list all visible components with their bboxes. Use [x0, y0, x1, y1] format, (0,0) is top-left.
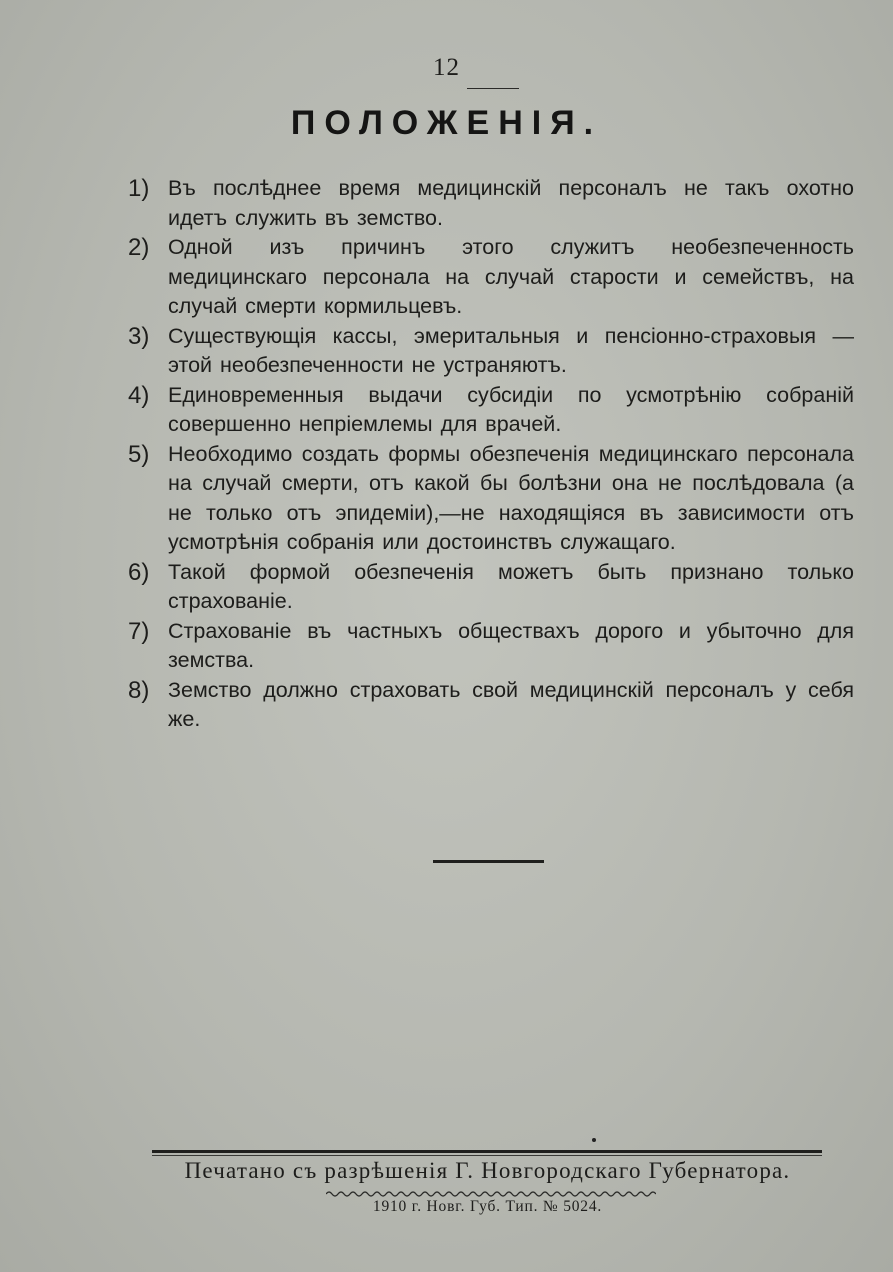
item-number: 7) — [128, 617, 150, 645]
item-number: 3) — [128, 322, 150, 350]
list-item — [124, 676, 854, 735]
list-item — [124, 617, 854, 676]
item-text: Необходимо создать формы обезпеченія медицинскаго персонала на случай смерти, отъ какой бы болѣзни она не послѣдовала (а не только отъ эпидеміи),—не находящіяся въ зависимости отъ усмотрѣнія собранія или достоинствъ служащаго. — [168, 441, 854, 554]
item-text: Такой формой обезпеченія можетъ быть признано только страхованіе. — [168, 559, 854, 613]
item-text: Земство должно страховать свой медицинскій персоналъ у себя же. — [168, 677, 854, 731]
item-number: 1) — [128, 175, 150, 202]
item-number: 4) — [128, 381, 150, 409]
item-number: 2) — [128, 234, 150, 261]
footer-rule-thin — [152, 1155, 822, 1156]
item-number: 6) — [128, 558, 150, 586]
page-number-rule — [467, 88, 519, 89]
list-item — [124, 233, 854, 322]
item-text: Въ послѣднее время медицинскій персоналъ не такъ охотно идетъ служить въ земство. — [168, 176, 854, 230]
list-item — [124, 381, 854, 440]
section-divider — [433, 860, 544, 863]
item-number: 8) — [128, 676, 150, 704]
item-text: Единовременныя выдачи субсидіи по усмотрѣнію собраній совершенно непріемлемы для врачей. — [168, 382, 854, 436]
page-title: ПОЛОЖЕНІЯ. — [290, 104, 603, 142]
list-item — [124, 558, 854, 617]
footer-rule — [152, 1150, 822, 1153]
page-number: 12 — [433, 54, 460, 81]
printer-line: 1910 г. Новг. Губ. Тип. № 5024. — [372, 1198, 603, 1215]
item-text: Страхованіе въ частныхъ обществахъ дорого и убыточно для земства. — [168, 618, 854, 672]
list-item — [124, 440, 854, 558]
item-text: Одной изъ причинъ этого служитъ необезпеченность медицинскаго персонала на случай старости и семействъ, на случай смерти кормильцевъ. — [168, 235, 854, 318]
item-text: Существующія кассы, эмеритальныя и пенсіонно-страховыя — этой необезпеченности не устраняютъ. — [168, 323, 854, 377]
item-number: 5) — [128, 440, 150, 468]
list-item — [124, 174, 854, 233]
theses-list — [124, 174, 854, 735]
ink-speck — [592, 1138, 596, 1142]
wavy-divider — [326, 1190, 656, 1198]
list-item — [124, 322, 854, 381]
imprimatur-line: Печатано съ разрѣшенія Г. Новгородскаго Губернатора. — [184, 1158, 791, 1183]
